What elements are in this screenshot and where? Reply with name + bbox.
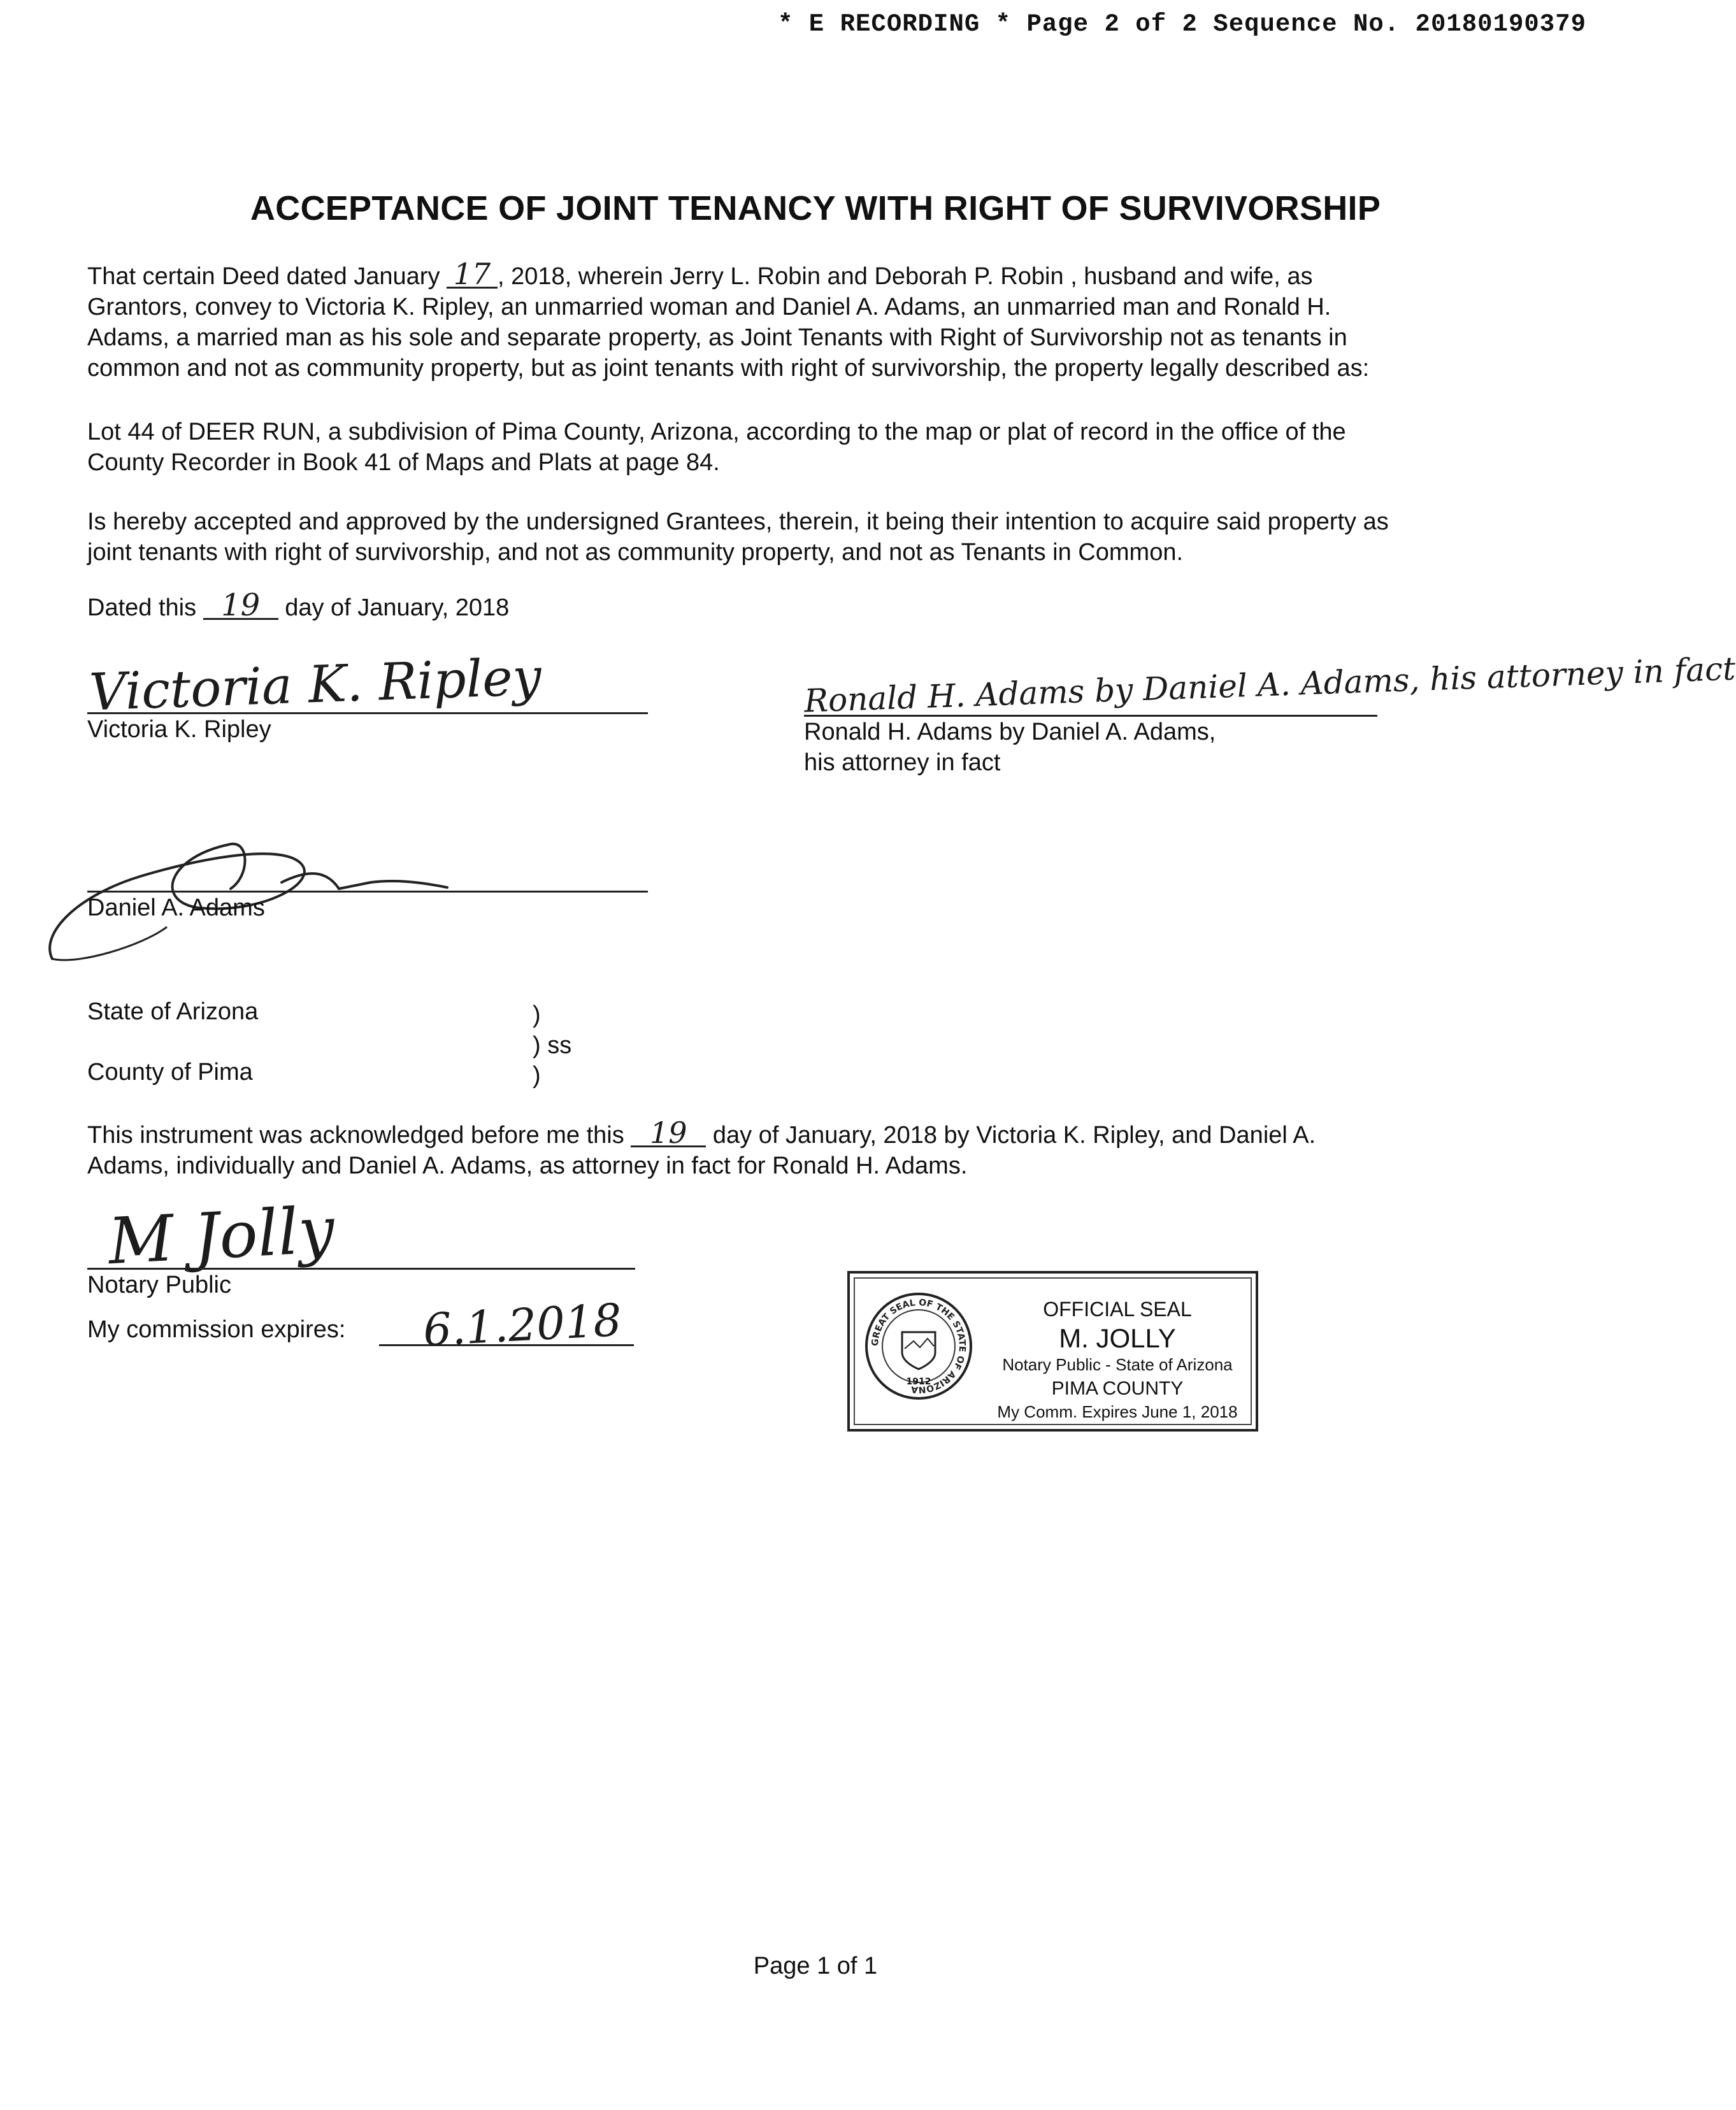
notary-signature-line bbox=[87, 1268, 635, 1270]
acknowledgment-paragraph bbox=[87, 1116, 1553, 1181]
dated-day-handwritten: 19 bbox=[203, 592, 278, 620]
acknowledgment-line-1-end: day of January, 2018 by Victoria K. Ripley, and Daniel A. bbox=[712, 1122, 1316, 1149]
venue-county: County of Pima bbox=[87, 1059, 253, 1086]
ronald-name-line-1: Ronald H. Adams by Daniel A. Adams, bbox=[804, 719, 1216, 745]
notary-label: Notary Public bbox=[87, 1272, 231, 1298]
deed-line-4: common and not as community property, but as joint tenants with right of survivorship, the property legally described as: bbox=[87, 355, 1370, 382]
dated-prefix: Dated this bbox=[87, 594, 197, 621]
commission-date-line bbox=[379, 1344, 634, 1346]
seal-heading: OFFICIAL SEAL bbox=[1043, 1298, 1192, 1321]
acknowledgment-line-1 bbox=[87, 1116, 1553, 1151]
legal-line-2: County Recorder in Book 41 of Maps and Plats at page 84. bbox=[87, 449, 720, 476]
ronald-signature-line bbox=[804, 715, 1377, 717]
page-footer: Page 1 of 1 bbox=[753, 1953, 878, 1979]
deed-line-2: Grantors, convey to Victoria K. Ripley, an unmarried woman and Daniel A. Adams, an unmarried man and Ronald H. bbox=[87, 294, 1331, 320]
acceptance-paragraph bbox=[87, 506, 1553, 568]
venue-paren-2: ) bbox=[533, 1062, 541, 1089]
daniel-signature-line bbox=[87, 891, 648, 893]
venue-state: State of Arizona bbox=[87, 998, 259, 1025]
deed-paragraph bbox=[87, 257, 1553, 384]
ripley-signature: Victoria K. Ripley bbox=[88, 647, 543, 722]
seal-ring-text: GREAT SEAL OF THE STATE OF ARIZONA bbox=[870, 1297, 968, 1395]
seal-center bbox=[882, 1309, 956, 1383]
seal-center-shield-icon bbox=[883, 1310, 954, 1382]
legal-line-1: Lot 44 of DEER RUN, a subdivision of Pima County, Arizona, according to the map or plat of record in the office of the bbox=[87, 419, 1346, 445]
deed-day-handwritten: 17 bbox=[447, 261, 498, 289]
acceptance-line-2: joint tenants with right of survivorship, and not as community property, and not as Tenants in Common. bbox=[87, 539, 1184, 566]
notary-signature: M Jolly bbox=[106, 1192, 336, 1279]
seal-line-1: Notary Public - State of Arizona bbox=[1002, 1355, 1233, 1374]
dated-line bbox=[87, 587, 1553, 623]
venue-ss: ) ss bbox=[533, 1032, 572, 1059]
daniel-name: Daniel A. Adams bbox=[87, 894, 265, 921]
ripley-name: Victoria K. Ripley bbox=[87, 716, 271, 743]
ripley-signature-line bbox=[87, 712, 648, 714]
deed-line-3: Adams, a married man as his sole and separate property, as Joint Tenants with Right of Survivorship not as tenants in bbox=[87, 324, 1347, 351]
deed-line-1 bbox=[87, 257, 1553, 292]
seal-expires: My Comm. Expires June 1, 2018 bbox=[997, 1402, 1238, 1421]
acknowledgment-day-handwritten: 19 bbox=[631, 1120, 706, 1147]
recording-header: * E RECORDING * Page 2 of 2 Sequence No. 20180190379 bbox=[778, 10, 1586, 38]
seal-notary-name: M. JOLLY bbox=[1059, 1323, 1176, 1353]
venue-paren-1: ) bbox=[533, 1001, 541, 1028]
acknowledgment-line-1-start: This instrument was acknowledged before me this bbox=[87, 1122, 624, 1149]
document-title: ACCEPTANCE OF JOINT TENANCY WITH RIGHT OF SURVIVORSHIP bbox=[250, 189, 1381, 227]
commission-label: My commission expires: bbox=[87, 1316, 346, 1343]
deed-line-1-start: That certain Deed dated January bbox=[87, 263, 440, 290]
acceptance-line-1: Is hereby accepted and approved by the undersigned Grantees, therein, it being their intention to acquire said property as bbox=[87, 508, 1389, 535]
acknowledgment-line-2: Adams, individually and Daniel A. Adams, as attorney in fact for Ronald H. Adams. bbox=[87, 1152, 968, 1179]
seal-ring-year: 1912 bbox=[906, 1377, 931, 1387]
deed-line-1-end: , 2018, wherein Jerry L. Robin and Deborah P. Robin , husband and wife, as bbox=[498, 263, 1313, 290]
ronald-name-line-2: his attorney in fact bbox=[804, 749, 1001, 776]
official-seal-stamp bbox=[847, 1271, 1258, 1432]
legal-description bbox=[87, 417, 1553, 478]
dated-suffix: day of January, 2018 bbox=[285, 594, 510, 621]
state-seal-emblem bbox=[865, 1293, 972, 1400]
commission-date-handwritten: 6.1.2018 bbox=[422, 1293, 623, 1357]
seal-county: PIMA COUNTY bbox=[1051, 1378, 1184, 1399]
ronald-signature: Ronald H. Adams by Daniel A. Adams, his attorney in fact bbox=[803, 650, 1736, 720]
